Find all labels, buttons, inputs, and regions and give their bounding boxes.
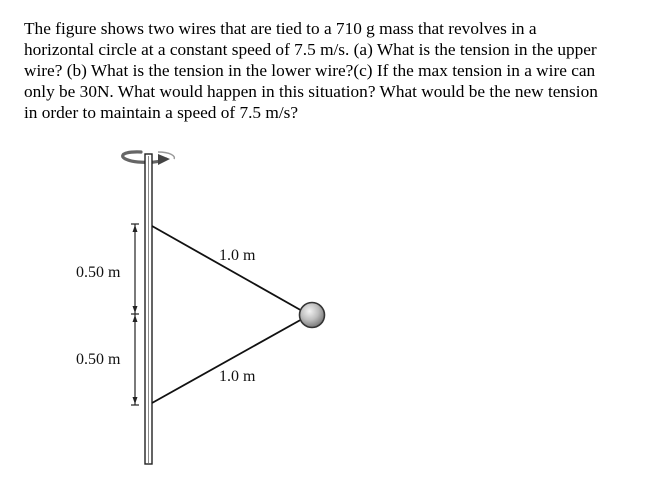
lower-vertical-distance-label: 0.50 m (76, 351, 121, 368)
vertical-pole (145, 154, 152, 464)
lower-wire (152, 318, 304, 403)
problem-line-5: in order to maintain a speed of 7.5 m/s? (24, 103, 299, 122)
revolving-mass (300, 303, 325, 328)
problem-line-4: only be 30N. What would happen in this situation? What would be the new tension (24, 82, 598, 101)
upper-vertical-distance-label: 0.50 m (76, 264, 121, 281)
problem-line-3: wire? (b) What is the tension in the lower wire?(c) If the max tension in a wire can (24, 61, 596, 80)
problem-line-2: horizontal circle at a constant speed of 7.5 m/s. (a) What is the tension in the upper (24, 40, 597, 59)
vertical-dimension-line (131, 224, 139, 405)
upper-wire (152, 226, 304, 312)
upper-wire-length-label: 1.0 m (219, 247, 256, 264)
problem-line-1: The figure shows two wires that are tied to a 710 g mass that revolves in a (24, 19, 537, 38)
lower-wire-length-label: 1.0 m (219, 368, 256, 385)
